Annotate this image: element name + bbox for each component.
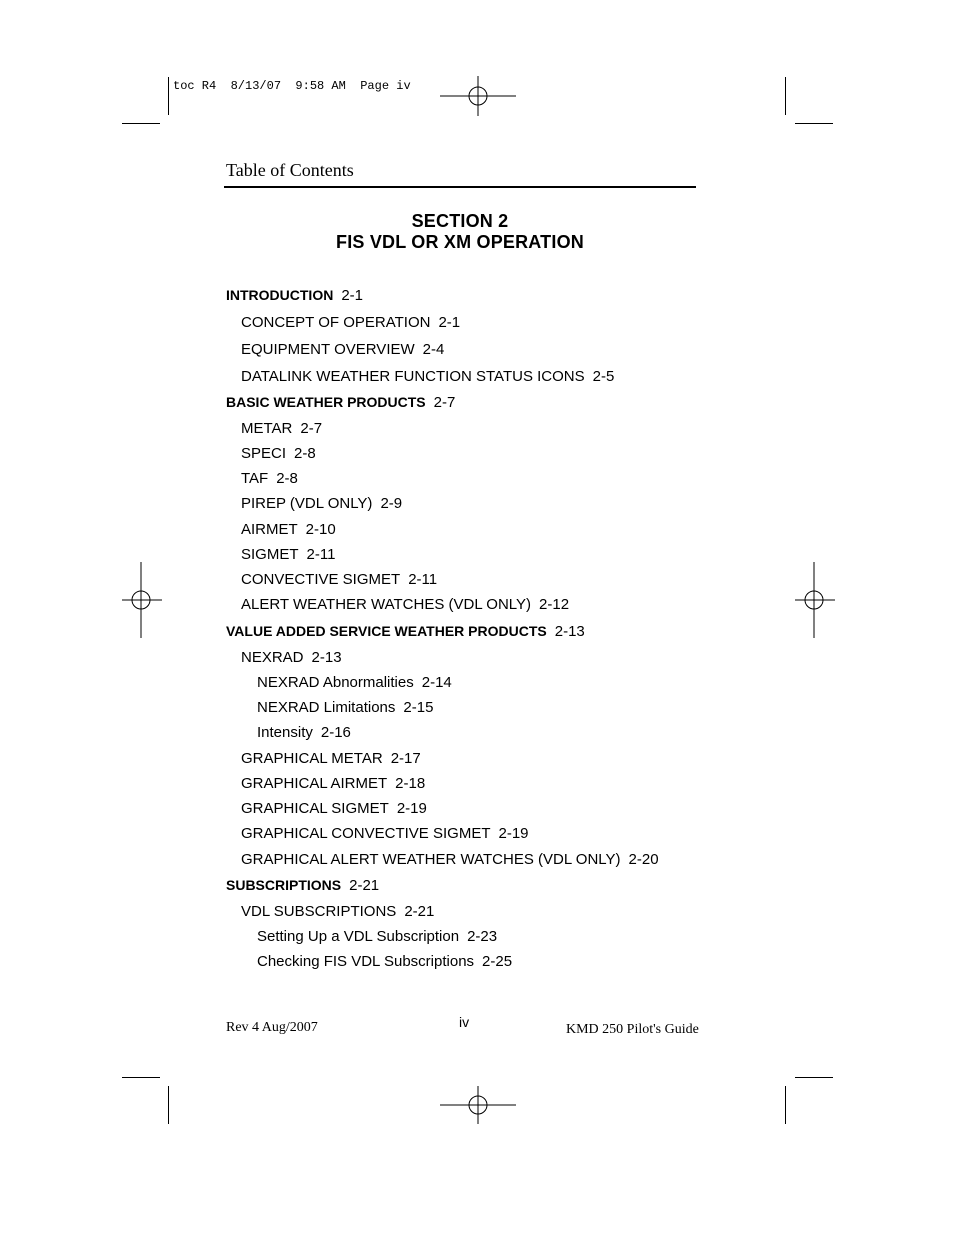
toc-entry-page: 2-11 — [306, 546, 336, 563]
crop-mark — [795, 123, 833, 124]
toc-entry-label: BASIC WEATHER PRODUCTS — [226, 394, 426, 410]
toc-entry-page: 2-14 — [421, 674, 452, 691]
crop-mark — [168, 1086, 169, 1124]
toc-entry-label: PIREP (VDL ONLY) — [241, 495, 373, 512]
toc-entry-page: 2-21 — [349, 877, 380, 894]
toc-entry-page: 2-15 — [403, 699, 434, 716]
printer-slug: toc R4 8/13/07 9:58 AM Page iv — [173, 79, 411, 93]
toc-entry-page: 2-1 — [341, 287, 364, 304]
crop-mark — [785, 1086, 786, 1124]
page-header-title: Table of Contents — [226, 160, 354, 180]
toc-entry-page: 2-23 — [467, 928, 498, 945]
toc-entry-label: DATALINK WEATHER FUNCTION STATUS ICONS — [241, 368, 585, 385]
crop-mark — [785, 77, 786, 115]
page-number: iv — [459, 1014, 470, 1030]
toc-entry-page: 2-4 — [422, 341, 445, 358]
toc-entry-label: NEXRAD Abnormalities — [257, 674, 414, 691]
crop-mark — [795, 1077, 833, 1078]
toc-entry-label: GRAPHICAL SIGMET — [241, 800, 389, 817]
toc-entry-label: GRAPHICAL AIRMET — [241, 775, 388, 792]
toc-entry-page: 2-7 — [300, 420, 323, 437]
toc-entry-page: 2-17 — [390, 750, 421, 767]
toc-entry-label: NEXRAD Limitations — [257, 699, 396, 716]
toc-entry-label: AIRMET — [241, 521, 298, 538]
toc-entry-label: Setting Up a VDL Subscription — [257, 928, 460, 945]
toc-entry-label: METAR — [241, 420, 293, 437]
header-rule — [224, 186, 696, 188]
registration-mark-icon — [122, 562, 162, 638]
footer-guide-title: KMD 250 Pilot's Guide — [566, 1022, 699, 1037]
toc-entry-label: VALUE ADDED SERVICE WEATHER PRODUCTS — [226, 623, 547, 639]
toc-entry-page: 2-20 — [628, 851, 659, 868]
crop-mark — [122, 1077, 160, 1078]
toc-entry-page: 2-5 — [592, 368, 615, 385]
crop-mark — [168, 77, 169, 115]
crop-mark — [122, 123, 160, 124]
toc-entry-label: Intensity — [257, 724, 313, 741]
toc-entry-label: ALERT WEATHER WATCHES (VDL ONLY) — [241, 596, 532, 613]
toc-entry-label: SPECI — [241, 445, 287, 462]
toc-entry-page: 2-10 — [305, 521, 336, 538]
toc-entry-label: TAF — [241, 470, 269, 487]
toc-entry-label: NEXRAD — [241, 649, 304, 666]
section-title: FIS VDL OR XM OPERATION — [336, 232, 584, 252]
toc-entry-page: 2-9 — [380, 495, 403, 512]
toc-entry-page: 2-19 — [498, 825, 529, 842]
registration-mark-icon — [440, 76, 516, 116]
toc-entry-page: 2-11 — [408, 571, 438, 588]
toc-entry-page: 2-21 — [404, 903, 435, 920]
toc-entry-label: SIGMET — [241, 546, 299, 563]
toc-entry-page: 2-8 — [276, 470, 298, 487]
toc-entry-page: 2-18 — [395, 775, 426, 792]
toc-entry-label: CONVECTIVE SIGMET — [241, 571, 401, 588]
toc-entry-page: 2-25 — [482, 953, 513, 970]
registration-mark-icon — [795, 562, 835, 638]
registration-mark-icon — [440, 1086, 516, 1124]
toc-entry-page: 2-7 — [433, 394, 456, 411]
toc-entry-page: 2-13 — [311, 649, 342, 666]
toc-entry-page: 2-19 — [396, 800, 427, 817]
footer-revision: Rev 4 Aug/2007 — [226, 1020, 318, 1035]
toc-entry-page: 2-1 — [438, 314, 461, 331]
toc-entry-label: GRAPHICAL METAR — [241, 750, 383, 767]
toc-entry-page: 2-8 — [294, 445, 316, 462]
toc-entry-page: 2-12 — [539, 596, 570, 613]
toc-entry-label: Checking FIS VDL Subscriptions — [257, 953, 475, 970]
toc-entry-page: 2-13 — [554, 623, 585, 640]
toc-entry-label: INTRODUCTION — [226, 287, 334, 303]
toc-entry-label: VDL SUBSCRIPTIONS — [241, 903, 397, 920]
section-number: SECTION 2 — [411, 211, 509, 231]
toc-entry-label: GRAPHICAL ALERT WEATHER WATCHES (VDL ONLY) — [241, 851, 621, 868]
toc-entry-label: SUBSCRIPTIONS — [226, 877, 342, 893]
toc-entry-label: EQUIPMENT OVERVIEW — [241, 341, 415, 358]
toc-entry-label: GRAPHICAL CONVECTIVE SIGMET — [241, 825, 491, 842]
toc-entry-label: CONCEPT OF OPERATION — [241, 314, 431, 331]
toc-entry-page: 2-16 — [320, 724, 351, 741]
